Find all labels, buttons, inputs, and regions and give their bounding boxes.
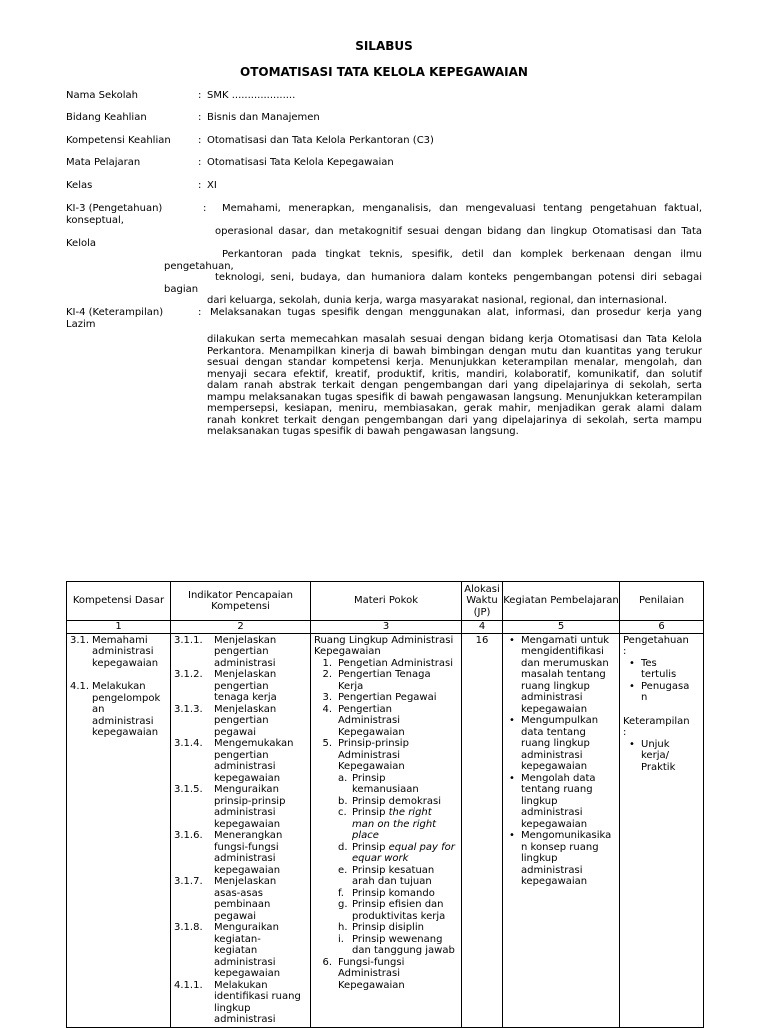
column-number: 3: [311, 621, 462, 634]
ki3-text-line: Memahami, menerapkan, menganalisis, dan mengevaluasi tentang pengetahuan faktual,: [222, 203, 702, 214]
colon: :: [198, 112, 202, 123]
kd-cell: [67, 633, 171, 1027]
document-subtitle: OTOMATISASI TATA KELOLA KEPEGAWAIAN: [240, 65, 528, 79]
ipk-item: 3.1.8. Menguraikan kegiatan-kegiatan administrasi kepegawaian: [174, 922, 281, 979]
table-header-row: [67, 582, 704, 621]
kd-item: 3.1. Memahami administrasi kepegawaian: [70, 634, 159, 669]
kd-item: 4.1. Melakukan pengelompok an administrasi kepegawaian: [70, 681, 161, 738]
penilaian-item: • Tes tertulis: [623, 658, 689, 681]
info-label: Bidang Keahlian: [66, 112, 147, 123]
bullet-icon: •: [509, 772, 515, 784]
ipk-item: 3.1.4. Mengemukakan pengertian administrasi kepegawaian: [174, 738, 294, 784]
materi-cell: [311, 633, 462, 1027]
column-number: 1: [67, 621, 171, 634]
ki4-label: KI-4 (Keterampilan): [66, 307, 164, 318]
info-value: SMK ....................: [207, 90, 296, 101]
bullet-icon: •: [629, 680, 635, 692]
ki3-label-cont: konseptual,: [66, 215, 124, 226]
ki4-text-line: melaksanakan tugas spesifik di bawah pengawasan langsung.: [207, 426, 519, 437]
syllabus-table: [66, 581, 704, 1028]
penilaian-item: • Unjuk kerja/ Praktik: [623, 739, 689, 774]
materi-item: 3. Pengertian Pegawai: [322, 692, 437, 703]
prinsip-item: g. Prinsip efisien dan produktivitas kerja: [338, 899, 446, 922]
info-value: Otomatisasi dan Tata Kelola Perkantoran (C3): [207, 135, 434, 146]
ki3-text-line: operasional dasar, dan metakognitif sesuai dengan bidang dan lingkup Otomatisasi dan Tata: [215, 226, 702, 237]
ipk-item: 3.1.2. Menjelaskan pengertian tenaga kerja: [174, 669, 277, 703]
header-indikator: Indikator Pencapaian Kompetensi: [171, 582, 311, 621]
prinsip-item: f. Prinsip komando: [338, 887, 435, 899]
info-value: XI: [207, 180, 217, 191]
ki3-label-cont: Kelola: [66, 238, 97, 249]
header-alokasi: Alokasi Waktu (JP): [462, 582, 503, 621]
colon: :: [198, 90, 202, 101]
materi-item: 5. Prinsip-prinsip Administrasi Kepegawaian: [322, 738, 409, 772]
colon: :: [198, 135, 202, 146]
header-materi-pokok: Materi Pokok: [311, 582, 462, 621]
column-number: 4: [462, 621, 503, 634]
info-label: Mata Pelajaran: [66, 157, 141, 168]
ki3-label-cont: pengetahuan,: [164, 261, 234, 272]
header-kompetensi-dasar: Kompetensi Dasar: [67, 582, 171, 621]
prinsip-item: i. Prinsip wewenang dan tanggung jawab: [338, 933, 455, 956]
ipk-item: 3.1.5. Menguraikan prinsip-prinsip administrasi kepegawaian: [174, 784, 286, 830]
kegiatan-cell: [503, 633, 620, 1027]
ki4-paragraph: [207, 334, 702, 438]
column-number: 5: [503, 621, 620, 634]
materi-item: 6. Fungsi-fungsi Administrasi Kepegawaian: [322, 956, 405, 991]
ipk-cell: [171, 633, 311, 1027]
materi-item: 1. Pengetian Administrasi: [322, 657, 454, 669]
colon: :: [198, 157, 202, 168]
kegiatan-item: • Mengomunikasika n konsep ruang lingkup administrasi kepegawaian: [503, 830, 611, 888]
column-number: 2: [171, 621, 311, 634]
penilaian-item: • Penugasa n: [623, 681, 689, 704]
header-kegiatan: Kegiatan Pembelajaran: [503, 582, 620, 621]
prinsip-item: h. Prinsip disiplin: [338, 922, 424, 933]
bullet-icon: •: [509, 634, 515, 646]
ki3-text-line: teknologi, seni, budaya, dan humaniora dalam konteks pengembangan potensi diri sebagai: [215, 272, 702, 283]
ki4-text-line: mempersepsi, kesiapan, meniru, membiasakan, gerak mahir, menjadikan gerak alami dalam: [207, 403, 702, 414]
ki4-text-line: dilakukan serta memecahkan masalah sesuai dengan bidang kerja Otomatisasi dan Tata Kelola: [207, 334, 702, 345]
ki3-label-cont: bagian: [164, 284, 199, 295]
ki3-label: KI-3 (Pengetahuan): [66, 203, 163, 214]
kegiatan-item: • Mengumpulkan data tentang ruang lingkup administrasi kepegawaian: [503, 715, 611, 773]
ki4-label-cont: Lazim: [66, 319, 96, 330]
header-penilaian: Penilaian: [620, 582, 704, 621]
colon: :: [198, 180, 202, 191]
ki3-text-line: dari keluarga, sekolah, dunia kerja, warga masyarakat nasional, regional, dan internasional.: [207, 295, 668, 306]
penilaian-cell: [620, 633, 704, 1027]
kegiatan-item: • Mengamati untuk mengidentifikasi dan merumuskan masalah tentang ruang lingkup administrasi kepegawaian: [503, 635, 611, 716]
prinsip-item: e. Prinsip kesatuan arah dan tujuan: [338, 864, 435, 887]
ipk-item: 3.1.3. Menjelaskan pengertian pegawai: [174, 703, 277, 738]
info-value: Otomatisasi Tata Kelola Kepegawaian: [207, 157, 394, 168]
materi-item: 2. Pengertian Tenaga Kerja: [322, 669, 431, 692]
ki4-text-line: Perkantora. Menampilkan kinerja di bawah bimbingan dengan mutu dan kuantitas yang terukur: [207, 345, 702, 357]
keterampilan-label: Keterampilan :: [623, 715, 690, 738]
ki4-text-line: mampu melaksanakan tugas spesifik di bawah pengawasan langsung. Menunjukkan keterampilan: [207, 391, 702, 403]
bullet-icon: •: [629, 657, 635, 669]
materi-item: 4. Pengertian Administrasi Kepegawaian: [322, 703, 405, 738]
info-label: Nama Sekolah: [66, 90, 138, 101]
info-label: Kelas: [66, 180, 93, 191]
bullet-icon: •: [509, 830, 515, 841]
kegiatan-item: • Mengolah data tentang ruang lingkup administrasi kepegawaian: [503, 773, 611, 831]
alokasi-cell: 16: [462, 633, 503, 1027]
colon: :: [203, 203, 207, 214]
ki4-text-line: sesuai dengan standar kompetensi kerja. Menunjukkan keterampilan menalar, mengolah, dan: [207, 357, 702, 368]
ipk-item: 3.1.6. Menerangkan fungsi-fungsi administrasi kepegawaian: [174, 830, 283, 876]
ipk-item: 3.1.7. Menjelaskan asas-asas pembinaan pegawai: [174, 876, 277, 922]
materi-title: Ruang Lingkup Administrasi Kepegawaian: [314, 634, 454, 657]
column-number-row: [67, 621, 704, 634]
bullet-icon: •: [629, 738, 635, 750]
info-label: Kompetensi Keahlian: [66, 135, 171, 146]
ki3-text-line: Perkantoran pada tingkat teknis, spesifik, detil dan komplek berkenaan dengan ilmu: [222, 249, 702, 260]
column-number: 6: [620, 621, 704, 634]
prinsip-item: b. Prinsip demokrasi: [338, 795, 441, 807]
ki4-text-line: ranah konkret terkait dengan pengembangan dari yang dipelajarinya di sekolah, serta mampu: [207, 414, 702, 426]
ki4-text-line: Melaksanakan tugas spesifik dengan menggunakan alat, informasi, dan prosedur kerja yang: [210, 307, 702, 318]
bullet-icon: •: [509, 715, 515, 726]
ki4-text-line: menyaji secara efektif, kreatif, produktif, kritis, mandiri, kolaboratif, komunikatif, dan solutif: [207, 368, 702, 380]
prinsip-item: d. Prinsip equal pay for equar work: [338, 841, 455, 864]
ipk-item: 4.1.1. Melakukan identifikasi ruang lingkup administrasi: [174, 979, 301, 1025]
table-row: [67, 633, 704, 1027]
ipk-item: 3.1.1. Menjelaskan pengertian administrasi: [174, 634, 277, 669]
colon: :: [198, 307, 202, 318]
document-title: SILABUS: [355, 39, 413, 53]
pengetahuan-label: Pengetahuan :: [623, 634, 689, 657]
prinsip-item: c. Prinsip the right man on the right place: [338, 807, 437, 841]
ki4-text-line: dalam ranah abstrak terkait dengan pengembangan dari yang dipelajarinya di sekolah, serta: [207, 380, 702, 391]
prinsip-item: a. Prinsip kemanusiaan: [338, 772, 419, 795]
info-value: Bisnis dan Manajemen: [207, 112, 320, 123]
